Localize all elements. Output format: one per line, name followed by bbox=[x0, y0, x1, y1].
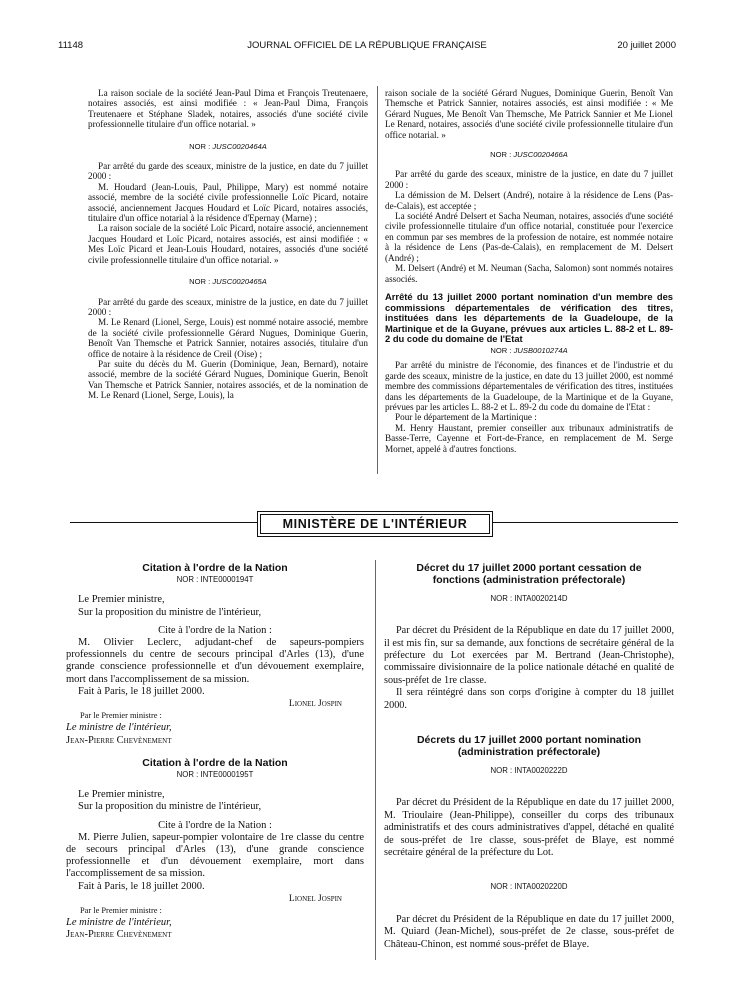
column-divider bbox=[375, 560, 376, 960]
arrete-title: Arrêté du 13 juillet 2000 portant nomination d'un membre des commissions départementales de vérification des titres, instituées dans les départements de la Guadeloupe, de la Martinique et de la Guyane, prévues aux articles L. 88-2 et L. 89-2 du code du domaine de l'Etat bbox=[385, 290, 673, 345]
paragraph: Par décret du Président de la République en date du 17 juillet 2000, il est mis fin, sur sa demande, aux fonctions de secrétaire général de la préfecture du Lot exercées par M. Bertrand (Jean-Christophe), commissaire divisionnaire de la police nationale détaché en qualité de sous-préfet de 1re classe. bbox=[384, 625, 674, 686]
line: Par le Premier ministre : bbox=[80, 711, 162, 721]
line: Le Premier ministre, bbox=[78, 594, 165, 606]
paragraph: Par suite du décès du M. Guerin (Dominique, Jean, Bernard), notaire associé, membre de la société Gérard Nugues, Dominique Guerin, Benoît Van Themsche et Patrick Sannier, notaires associés, et de la nomination de M. Le Renard (Lionel, Serge, Louis), la bbox=[88, 358, 368, 401]
signature: Lionel Jospin bbox=[288, 893, 342, 904]
ministry-banner bbox=[257, 511, 493, 537]
bottom-right-column bbox=[384, 562, 674, 951]
paragraph: Par décret du Président de la République en date du 17 juillet 2000, M. Trioulaire (Jean-Philippe), conseiller du corps des tribunaux administratifs et des cours administratives d'appel, détaché en qualité de sous-préfet de 1re classe, sous-préfet de Blaye, est nommé secrétaire général de la préfecture du Lot. bbox=[384, 797, 674, 858]
signature: Jean-Pierre Chevènement bbox=[66, 929, 172, 941]
line: Sur la proposition du ministre de l'intérieur, bbox=[78, 801, 262, 813]
paragraph: M. Henry Haustant, premier conseiller aux tribunaux administratifs de Basse-Terre, Cayenne et Fort-de-France, en remplacement de M. Serge Mornet, appelé à d'autres fonctions. bbox=[385, 422, 673, 454]
line: Fait à Paris, le 18 juillet 2000. bbox=[78, 880, 205, 892]
bottom-left-column bbox=[66, 562, 364, 942]
nor-reference: NOR : JUSC0020464A bbox=[189, 141, 267, 151]
paragraph: Pour le département de la Martinique : bbox=[395, 412, 537, 423]
paragraph: La société André Delsert et Sacha Neuman, notaires, associés d'une société civile professionnelle titulaire d'un office notarial, constituée pour l'exercice en commun par ses membres de la profession de notaire, est nommée notaire à la résidence de Lens (Pas-de-Calais), en remplacement de M. Delsert (André) ; bbox=[385, 211, 673, 263]
decree-title: Décret du 17 juillet 2000 portant cessation de fonctions (administration préfectorale) bbox=[416, 562, 642, 587]
line: Cite à l'ordre de la Nation : bbox=[158, 819, 272, 831]
paragraph: M. Delsert (André) et M. Neuman (Sacha, Salomon) sont nommés notaires associés. bbox=[385, 263, 673, 284]
ministry-title: MINISTÈRE DE L'INTÉRIEUR bbox=[260, 514, 490, 534]
line: Sur la proposition du ministre de l'intérieur, bbox=[78, 606, 262, 618]
line: Le ministre de l'intérieur, bbox=[66, 722, 172, 734]
paragraph: Par décret du Président de la République en date du 17 juillet 2000, M. Quiard (Jean-Michel), sous-préfet de 2e classe, sous-préfet de Château-Chinon, est nommé sous-préfet de Blaye. bbox=[384, 913, 674, 950]
page-header bbox=[58, 40, 676, 56]
nor-reference: NOR : JUSC0020466A bbox=[490, 150, 568, 160]
line: Cite à l'ordre de la Nation : bbox=[158, 624, 272, 636]
paragraph: Par arrêté du ministre de l'économie, des finances et de l'industrie et du garde des sceaux, ministre de la justice, en date du 13 juillet 2000, est nommé membre des commissions départementales de vérification des titres, instituées dans les départements de la Guadeloupe, de la Martinique et de la Guyane, prévues par les articles L. 88-2 et L. 89-2 du code du domaine de l'Etat : bbox=[385, 360, 673, 412]
signature: Jean-Pierre Chevènement bbox=[66, 734, 172, 746]
nor-reference: NOR : INTA0020214D bbox=[490, 593, 568, 603]
paragraph: Par arrêté du garde des sceaux, ministre de la justice, en date du 7 juillet 2000 : bbox=[88, 161, 368, 182]
line: Le ministre de l'intérieur, bbox=[66, 917, 172, 929]
nor-reference: NOR : INTE0000195T bbox=[176, 770, 254, 780]
paragraph: La démission de M. Delsert (André), notaire à la résidence de Lens (Pas-de-Calais), est acceptée ; bbox=[385, 190, 673, 211]
nor-reference: NOR : JUSC0020465A bbox=[189, 277, 267, 287]
issue-date: 20 juillet 2000 bbox=[617, 40, 676, 51]
line: Fait à Paris, le 18 juillet 2000. bbox=[78, 685, 205, 697]
paragraph: M. Le Renard (Lionel, Serge, Louis) est nommé notaire associé, membre de la société civile professionnelle Gérard Nugues, Dominique Guerin, Benoît Van Themsche et Patrick Sannier, notaires associés, titulaire d'un office de notaire à la résidence de Creil (Oise) ; bbox=[88, 317, 368, 359]
column-divider bbox=[377, 86, 378, 474]
paragraph: La raison sociale de la société Loïc Picard, notaire associé, anciennement Jacques Houdard et Loïc Picard, notaires associés, est ainsi modifiée : « Mes Loïc Picard et Jean-Louis Houdard, notaires, associés d'une société civile professionnelle titulaire d'un office notarial. » bbox=[88, 223, 368, 265]
top-right-column bbox=[385, 88, 673, 454]
page-number: 11148 bbox=[58, 40, 84, 51]
journal-title: JOURNAL OFFICIEL DE LA RÉPUBLIQUE FRANÇAISE bbox=[247, 40, 487, 51]
nor-reference: NOR : INTA0020220D bbox=[490, 882, 568, 892]
citation-title: Citation à l'ordre de la Nation bbox=[142, 756, 288, 769]
signature: Lionel Jospin bbox=[288, 699, 342, 710]
paragraph: M. Pierre Julien, sapeur-pompier volontaire de 1re classe du centre de secours principal d'Arles (13), d'une grande conscience professionnelle et d'un dévouement exemplaire, mort dans l'accomplissement de sa mission. bbox=[66, 831, 364, 880]
citation-title: Citation à l'ordre de la Nation bbox=[142, 562, 288, 574]
line: Par le Premier ministre : bbox=[80, 906, 162, 916]
nor-reference: NOR : JUSB0010274A bbox=[490, 345, 568, 355]
paragraph: Il sera réintégré dans son corps d'origine à compter du 18 juillet 2000. bbox=[384, 687, 674, 711]
paragraph: M. Olivier Leclerc, adjudant-chef de sapeurs-pompiers professionnels du centre de secours principal d'Arles (13), d'une grande conscience professionnelle et d'un dévouement exemplaire, mort dans l'accomplissement de sa mission. bbox=[66, 637, 364, 685]
decree-title: Décrets du 17 juillet 2000 portant nomination (administration préfectorale) bbox=[416, 734, 642, 759]
paragraph: Par arrêté du garde des sceaux, ministre de la justice, en date du 7 juillet 2000 : bbox=[88, 296, 368, 317]
top-left-column bbox=[88, 88, 368, 401]
paragraph: raison sociale de la société Gérard Nugues, Dominique Guerin, Benoît Van Themsche et Patrick Sannier, notaires associés, est ainsi modifiée : « Me Gérard Nugues, Me Benoît Van Themsche, Me Patrick Sannier et Me Lionel Le Renard, notaires, associés d'une société civile professionnelle titulaire d'un office notarial. » bbox=[385, 88, 673, 140]
paragraph: Par arrêté du garde des sceaux, ministre de la justice, en date du 7 juillet 2000 : bbox=[385, 169, 673, 190]
paragraph: La raison sociale de la société Jean-Paul Dima et François Treutenaere, notaires associés, est ainsi modifiée : « Jean-Paul Dima, François Treutenaere et Stéphane Sladek, notaires, associés d'une société civile professionnelle titulaire d'un office notarial. » bbox=[88, 88, 368, 130]
line: Le Premier ministre, bbox=[78, 789, 165, 801]
nor-reference: NOR : INTA0020222D bbox=[490, 765, 568, 775]
paragraph: M. Houdard (Jean-Louis, Paul, Philippe, Mary) est nommé notaire associé, membre de la société civile professionnelle Loïc Picard, notaire associé, anciennement Jacques Houdard et Loïc Picard, notaires associés, titulaire d'un office notarial à la résidence d'Epernay (Marne) ; bbox=[88, 181, 368, 224]
nor-reference: NOR : INTE0000194T bbox=[176, 575, 254, 585]
